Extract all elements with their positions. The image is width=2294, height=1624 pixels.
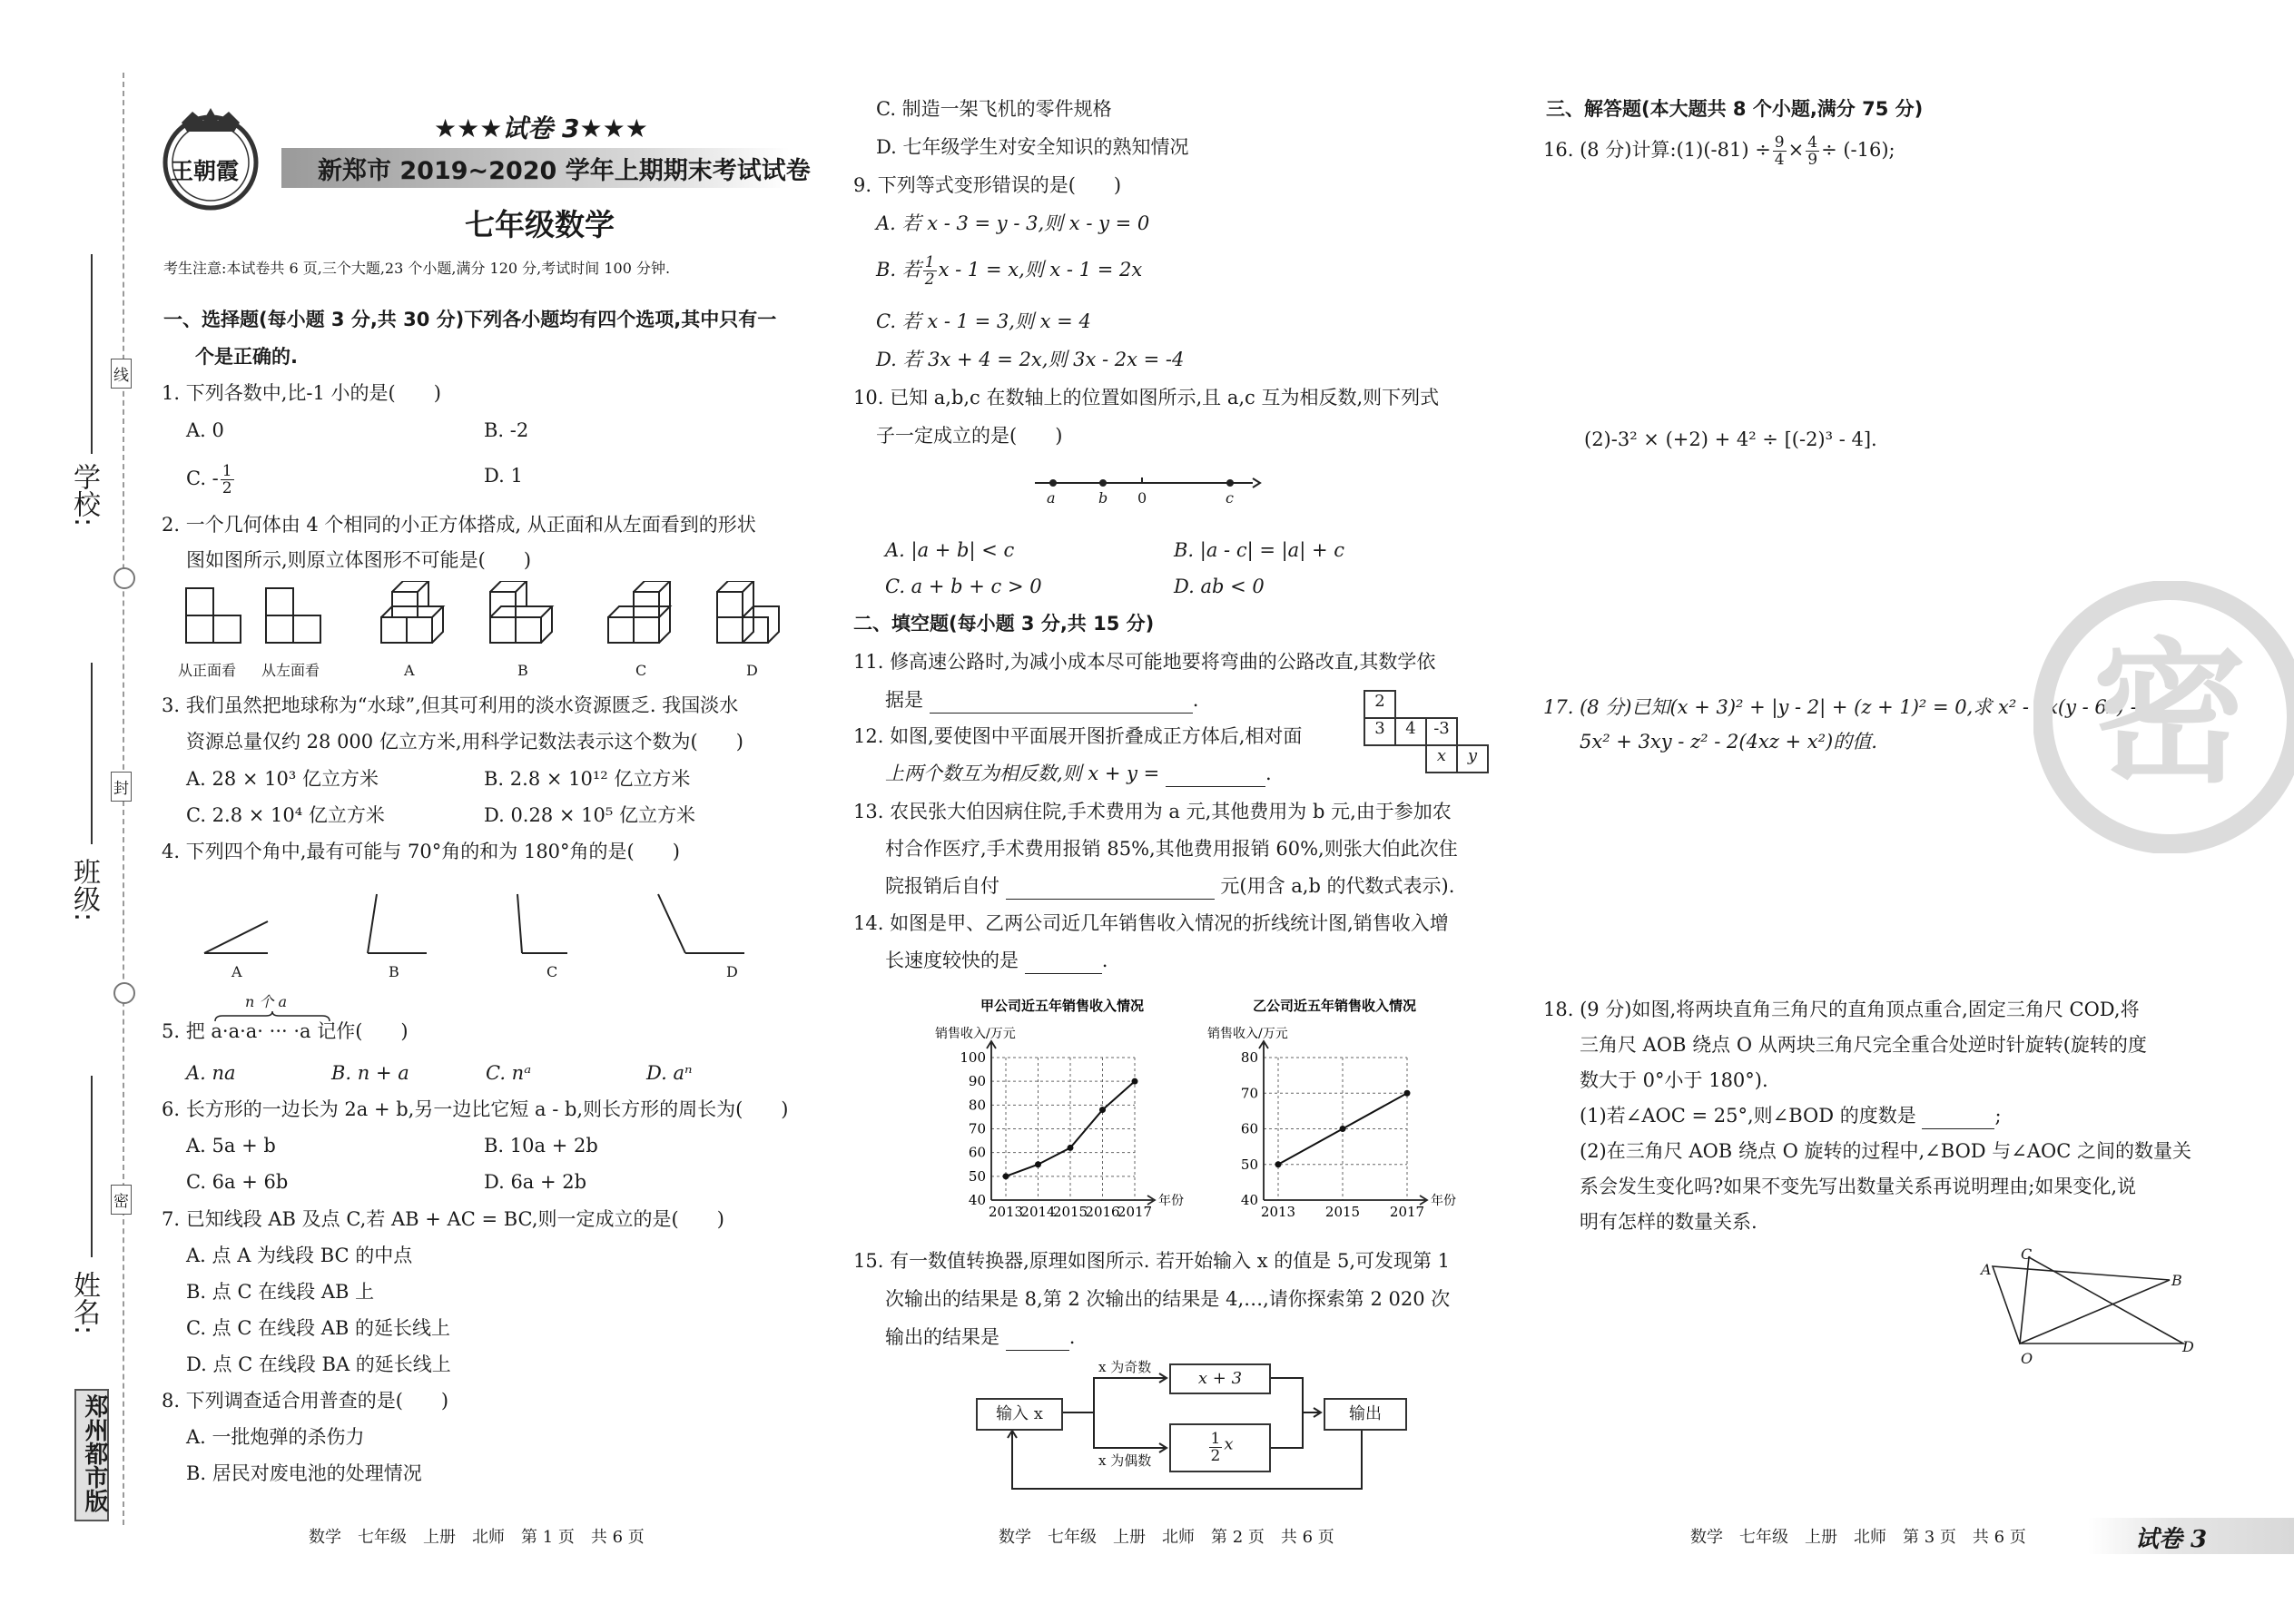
q18-label-c: C (2021, 1245, 2033, 1263)
q8-option-d[interactable]: D. 七年级学生对安全知识的熟知情况 (876, 136, 1189, 158)
q10-stem: 10. 已知 a,b,c 在数轴上的位置如图所示,且 a,c 互为相反数,则下列式 (853, 387, 1440, 408)
fraction-nine-fourths: $\frac{9}{4}$ (1774, 133, 1785, 169)
q18-line1: 18. (9 分)如图,将两块直角三角尺的直角顶点重合,固定三角尺 COD,将 (1543, 999, 2140, 1020)
plus3-box: x + 3 (1169, 1363, 1271, 1394)
odd-label: x 为奇数 (1098, 1359, 1152, 1375)
mark-seal: 封 (111, 772, 132, 802)
q9-option-b-suffix: x - 1 = x,则 x - 1 = 2x (938, 259, 1143, 281)
q14-stem: 14. 如图是甲、乙两公司近几年销售收入情况的折线统计图,销售收入增 (853, 912, 1449, 934)
q10-label-zero: 0 (1137, 489, 1147, 507)
y-tick-label: 40 (968, 1192, 986, 1208)
logo (156, 104, 265, 213)
q4-label-a[interactable]: A (231, 963, 242, 980)
q16-tail: ÷ (-16); (1821, 139, 1895, 161)
q18-line4-tail: ; (1994, 1105, 2002, 1127)
q5-option-d[interactable]: D. aⁿ (646, 1062, 693, 1084)
q7-option-c[interactable]: C. 点 C 在线段 AB 的延长线上 (186, 1317, 451, 1339)
q1-stem: 1. 下列各数中,比-1 小的是( ) (162, 382, 441, 404)
chart-title: 乙公司近五年销售收入情况 (1252, 998, 1417, 1014)
q10-option-c[interactable]: C. a + b + c > 0 (885, 576, 1042, 597)
q17-line2: 5x² + 3xy - z² - 2(4xz + x²)的值. (1580, 731, 1877, 753)
net-cell: 2 (1364, 690, 1396, 719)
q13-stem-3-text: 院报销后自付 (885, 875, 999, 897)
section1-title-2: 个是正确的. (195, 346, 298, 368)
q18-label-d: D (2182, 1338, 2194, 1355)
y-tick-label: 60 (1240, 1120, 1258, 1137)
q12-stem: 12. 如图,要使图中平面展开图折叠成正方体后,相对面 (853, 725, 1303, 747)
x-tick-label: 2015 (1324, 1204, 1361, 1220)
x-tick-label: 2017 (1389, 1204, 1425, 1220)
q18-line2: 三角尺 AOB 绕点 O 从两块三角尺完全重合处逆时针旋转(旋转的度 (1580, 1034, 2147, 1056)
q13-answer-blank[interactable] (1006, 873, 1215, 900)
net-cell: 4 (1394, 717, 1427, 746)
q1-option-c-text: C. - (186, 468, 219, 489)
y-tick-label: 60 (968, 1144, 986, 1161)
half-box: $\frac{1}{2}$ x (1169, 1423, 1271, 1472)
net-cell: x (1425, 744, 1458, 773)
q14-stem-2: 长速度较快的是 . (885, 948, 1108, 974)
q10-option-d[interactable]: D. ab < 0 (1174, 576, 1265, 597)
input-box: 输入 x (976, 1398, 1063, 1431)
q18-line5: (2)在三角尺 AOB 绕点 O 旋转的过程中,∠BOD 与∠AOC 之间的数量关 (1580, 1140, 2192, 1162)
y-axis-label: 销售收入/万元 (935, 1027, 1016, 1041)
exam-notice: 考生注意:本试卷共 6 页,三个大题,23 个小题,满分 120 分,考试时间 100 分钟. (163, 260, 671, 277)
q9-option-c[interactable]: C. 若 x - 1 = 3,则 x = 4 (876, 310, 1091, 332)
q15-flowchart (971, 1359, 1407, 1507)
q18-line7: 明有怎样的数量关系. (1580, 1211, 1757, 1233)
y-tick-label: 50 (968, 1167, 986, 1185)
q10-label-b: b (1098, 489, 1108, 507)
name-label: 姓名: (68, 1271, 100, 1335)
net-cell: -3 (1425, 717, 1458, 746)
output-box: 输出 (1324, 1398, 1407, 1431)
q10-option-b[interactable]: B. |a - c| = |a| + c (1174, 539, 1344, 561)
subject-title: 七年级数学 (465, 207, 615, 242)
footer-page1: 数学 七年级 上册 北师 第 1 页 共 6 页 (309, 1528, 645, 1547)
q4-label-c[interactable]: C (546, 963, 558, 980)
q14-answer-blank[interactable] (1025, 948, 1102, 974)
fraction-four-ninths: $\frac{4}{9}$ (1807, 133, 1818, 169)
q12-answer-blank[interactable] (1166, 761, 1265, 787)
q1-option-a[interactable]: A. 0 (186, 419, 224, 441)
mark-secret: 密 (111, 1185, 132, 1215)
q7-option-b[interactable]: B. 点 C 在线段 AB 上 (186, 1281, 375, 1303)
name-blank[interactable] (91, 1076, 93, 1257)
exam-title: 新郑市 2019~2020 学年上期期末考试试卷 (318, 157, 811, 185)
q6-option-a[interactable]: A. 5a + b (186, 1135, 276, 1156)
q2-stem: 2. 一个几何体由 4 个相同的小正方体搭成, 从正面和从左面看到的形状 (162, 514, 756, 536)
footer-page2: 数学 七年级 上册 北师 第 2 页 共 6 页 (999, 1528, 1334, 1547)
q13-stem-3-tail: 元(用含 a,b 的代数式表示). (1220, 875, 1455, 897)
q8-option-c[interactable]: C. 制造一架飞机的零件规格 (876, 98, 1112, 120)
circle-hole-icon (113, 982, 135, 1004)
section3-title: 三、解答题(本大题共 8 个小题,满分 75 分) (1546, 98, 1924, 120)
q6-stem: 6. 长方形的一边长为 2a + b,另一边比它短 a - b,则长方形的周长为( ) (162, 1098, 789, 1120)
x-tick-label: 2017 (1117, 1204, 1153, 1220)
q6-option-b[interactable]: B. 10a + 2b (484, 1135, 598, 1156)
data-point (1035, 1161, 1041, 1167)
q10-label-c: c (1226, 489, 1234, 507)
y-tick-label: 80 (968, 1097, 986, 1114)
q2-stem-2: 图如图所示,则原立体图形不可能是( ) (186, 549, 532, 571)
data-point (1404, 1090, 1411, 1097)
data-point (1340, 1126, 1346, 1132)
q15-answer-blank[interactable] (1006, 1324, 1069, 1351)
q2-label-a[interactable]: A (404, 662, 415, 679)
q18-label-b: B (2171, 1272, 2182, 1289)
q18-line4 (1580, 1103, 2002, 1129)
exam-number: ★★★试卷 3★★★ (434, 113, 648, 143)
section1-title: 一、选择题(每小题 3 分,共 30 分)下列各小题均有四个选项,其中只有一 (163, 309, 777, 330)
q14-stem-2-text: 长速度较快的是 (885, 950, 1019, 971)
q7-option-d[interactable]: D. 点 C 在线段 BA 的延长线上 (186, 1353, 451, 1375)
q18-label-o: O (2021, 1350, 2033, 1367)
edition-label: 郑州都市版 (81, 1394, 108, 1512)
q5-option-a[interactable]: A. na (186, 1062, 236, 1084)
q17-line1: 17. (8 分)已知(x + 3)² + |y - 2| + (z + 1)² = 0,求 x² - 2x(y - 6z) - (1543, 696, 2137, 718)
q16-part2: (2)-3² × (+2) + 4² ÷ [(-2)³ - 4]. (1584, 428, 1877, 450)
q10-label-a: a (1047, 489, 1056, 507)
x-tick-label: 2015 (1052, 1204, 1088, 1220)
q3-option-d[interactable]: D. 0.28 × 10⁵ 亿立方米 (484, 804, 695, 826)
q6-option-d[interactable]: D. 6a + 2b (484, 1171, 587, 1193)
y-tick-label: 80 (1240, 1049, 1258, 1066)
q9-stem: 9. 下列等式变形错误的是( ) (853, 174, 1122, 196)
chart-title: 甲公司近五年销售收入情况 (980, 998, 1145, 1014)
q13-stem-3 (885, 873, 1454, 900)
y-tick-label: 50 (1240, 1156, 1258, 1173)
mark-line: 线 (111, 359, 132, 389)
q8-option-a[interactable]: A. 一批炮弹的杀伤力 (186, 1426, 365, 1448)
chart-yi (1198, 994, 1471, 1225)
y-tick-label: 70 (1240, 1085, 1258, 1102)
q18-triangle-figure (1979, 1244, 2215, 1362)
class-blank[interactable] (91, 663, 93, 844)
x-axis-label: 年份 (1158, 1194, 1184, 1208)
net-cell: 3 (1364, 717, 1396, 746)
q18-line6: 系会发生变化吗?如果不变先写出数量关系再说明理由;如果变化,说 (1580, 1176, 2137, 1197)
q18-line4-text: (1)若∠AOC = 25°,则∠BOD 的度数是 (1580, 1105, 1916, 1127)
data-point (1068, 1145, 1074, 1151)
y-tick-label: 90 (968, 1073, 986, 1090)
q4-label-d[interactable]: D (726, 963, 738, 980)
q5-option-b[interactable]: B. n + a (331, 1062, 409, 1084)
q11-stem: 11. 修高速公路时,为减小成本尽可能地要将弯曲的公路改直,其数学依 (853, 651, 1436, 673)
q7-option-a[interactable]: A. 点 A 为线段 BC 的中点 (186, 1245, 413, 1266)
q15-stem-3-text: 输出的结果是 (885, 1326, 999, 1348)
q3-option-c[interactable]: C. 2.8 × 10⁴ 亿立方米 (186, 804, 385, 826)
q10-stem-2: 子一定成立的是( ) (876, 425, 1063, 447)
q10-option-a[interactable]: A. |a + b| < c (885, 539, 1015, 561)
q8-stem: 8. 下列调查适合用普查的是( ) (162, 1390, 449, 1412)
q18-line3: 数大于 0°小于 180°). (1580, 1069, 1768, 1091)
q12-cube-net (1364, 690, 1491, 781)
q5-option-c[interactable]: C. nᵃ (486, 1062, 532, 1084)
q2-label-c[interactable]: C (635, 662, 647, 679)
q3-stem-2: 资源总量仅约 28 000 亿立方米,用科学记数法表示这个数为( ) (186, 731, 743, 753)
q16-mid: × (1787, 139, 1805, 161)
q4-stem: 4. 下列四个角中,最有可能与 70°角的和为 180°角的是( ) (162, 841, 680, 862)
x-tick-label: 2013 (1260, 1204, 1296, 1220)
q2-label-b[interactable]: B (517, 662, 528, 679)
q13-stem: 13. 农民张大伯因病住院,手术费用为 a 元,其他费用为 b 元,由于参加农 (853, 801, 1452, 822)
q15-stem-3: 输出的结果是 . (885, 1324, 1075, 1351)
x-tick-label: 2013 (988, 1204, 1024, 1220)
footer-tag: 试卷 3 (2135, 1526, 2208, 1553)
data-point (1099, 1107, 1106, 1113)
y-axis-label: 销售收入/万元 (1207, 1027, 1288, 1041)
q12-stem-2: 上两个数互为相反数,则 x + y = . (885, 761, 1272, 787)
school-blank[interactable] (91, 254, 93, 454)
chart-jia (926, 994, 1198, 1225)
fraction-one-half: $\frac{1}{2}$ (924, 253, 935, 289)
q1-option-c[interactable] (186, 463, 236, 497)
q3-option-b[interactable]: B. 2.8 × 10¹² 亿立方米 (484, 768, 691, 790)
q3-stem: 3. 我们虽然把地球称为“水球”,但其可利用的淡水资源匮乏. 我国淡水 (162, 694, 739, 716)
q9-option-b-prefix: B. 若 (876, 259, 921, 281)
y-tick-label: 40 (1240, 1192, 1258, 1208)
q5-brace-label: n 个 a (245, 993, 288, 1010)
q4-label-b[interactable]: B (389, 963, 399, 980)
data-point (1275, 1161, 1282, 1167)
q16-stem: 16. (8 分)计算:(1)(-81) ÷ (1543, 139, 1771, 161)
x-tick-label: 2014 (1020, 1204, 1056, 1220)
section2-title: 二、填空题(每小题 3 分,共 15 分) (853, 613, 1155, 635)
q15-stem-2: 次输出的结果是 8,第 2 次输出的结果是 4,…,请你探索第 2 020 次 (885, 1288, 1451, 1310)
data-point (1132, 1078, 1138, 1085)
net-cell: y (1456, 744, 1489, 773)
watermark-text: 密 (2092, 625, 2248, 804)
logo-text: 王朝霞 (171, 158, 240, 184)
class-label: 班级: (68, 858, 100, 922)
q2-left-label: 从左面看 (261, 662, 320, 679)
even-label: x 为偶数 (1098, 1452, 1152, 1469)
q8-option-b[interactable]: B. 居民对废电池的处理情况 (186, 1462, 422, 1484)
q11-stem-2-text: 据是 (885, 689, 923, 711)
q9-option-b[interactable] (876, 254, 1142, 288)
q4-angles-figure (195, 885, 767, 958)
school-label: 学校: (68, 463, 100, 527)
q11-stem-2: 据是 . (885, 687, 1198, 714)
x-tick-label: 2016 (1085, 1204, 1120, 1220)
q9-option-d[interactable]: D. 若 3x + 4 = 2x,则 3x - 2x = -4 (876, 349, 1185, 370)
x-axis-label: 年份 (1431, 1194, 1456, 1208)
q1-option-b[interactable]: B. -2 (484, 419, 529, 441)
q11-answer-blank[interactable] (930, 687, 1193, 714)
y-tick-label: 70 (968, 1120, 986, 1137)
q6-option-c[interactable]: C. 6a + 6b (186, 1171, 289, 1193)
q1-option-d[interactable]: D. 1 (484, 465, 523, 487)
q18-answer-blank[interactable] (1922, 1103, 1994, 1129)
data-point (1003, 1173, 1009, 1179)
q15-stem: 15. 有一数值转换器,原理如图所示. 若开始输入 x 的值是 5,可发现第 1 (853, 1250, 1451, 1272)
q2-front-label: 从正面看 (178, 662, 237, 679)
circle-hole-icon (113, 567, 135, 589)
q16-part1 (1543, 134, 1895, 168)
q13-stem-2: 村合作医疗,手术费用报销 85%,其他费用报销 60%,则张大伯此次住 (885, 838, 1458, 860)
secret-watermark (2033, 581, 2294, 853)
q9-option-a[interactable]: A. 若 x - 3 = y - 3,则 x - y = 0 (876, 212, 1150, 234)
q18-label-a: A (1981, 1261, 1992, 1278)
q7-stem: 7. 已知线段 AB 及点 C,若 AB + AC = BC,则一定成立的是( ) (162, 1208, 724, 1230)
q5-stem: 5. 把 a·a·a· ··· ·a 记作( ) (162, 1020, 409, 1042)
y-tick-label: 100 (960, 1049, 986, 1066)
fraction-one-half: $\frac{1}{2}$ (222, 462, 232, 497)
q3-option-a[interactable]: A. 28 × 10³ 亿立方米 (186, 768, 379, 790)
q12-stem-2-text: 上两个数互为相反数,则 x + y = (885, 763, 1160, 784)
q2-label-d[interactable]: D (746, 662, 758, 679)
footer-page3: 数学 七年级 上册 北师 第 3 页 共 6 页 (1690, 1528, 2026, 1547)
